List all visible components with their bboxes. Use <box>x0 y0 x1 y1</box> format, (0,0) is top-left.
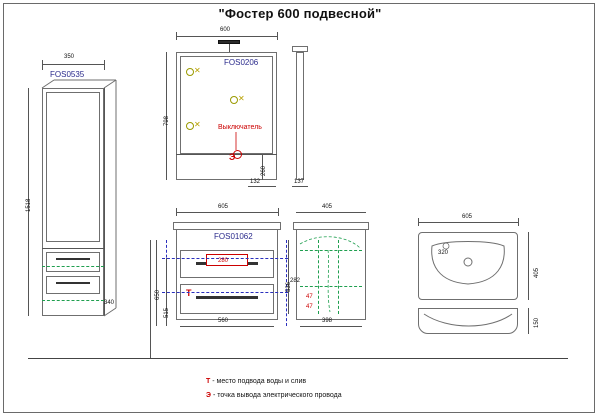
cabinet-drawer3-dim: 47 <box>306 294 313 300</box>
column-width-dim: 350 <box>64 54 75 60</box>
mirror-width-dim: 600 <box>220 27 231 33</box>
cabinet-height-dim: 650 <box>155 289 161 300</box>
cabinet-drawer1-dim: 280 <box>218 258 229 264</box>
cabinet-side-offset-dim: 47 <box>306 304 313 310</box>
switch-mark-e: Э <box>229 152 236 162</box>
water-mark-t: Т <box>186 288 192 298</box>
page-title: "Фостер 600 подвесной" <box>218 6 382 21</box>
legend-mark-e: Э <box>206 392 211 399</box>
cabinet-width-dim: 605 <box>218 204 229 210</box>
mirror-stand-dim: 137 <box>294 179 305 185</box>
basin-depth-dimline <box>528 232 529 300</box>
mirror-depth-dim: 132 <box>250 179 261 185</box>
legend-text-t: - место подвода воды и слив <box>212 378 307 385</box>
cabinet-inner-width-dim: 560 <box>218 318 229 324</box>
basin-width-ext-r <box>518 218 519 226</box>
mirror-code: FOS0206 <box>224 58 259 67</box>
cabinet-side-height-dim: 536 <box>286 281 292 292</box>
basin-width-ext-l <box>418 218 419 226</box>
basin-width-dim: 605 <box>462 214 473 220</box>
mirror-x-mid: ✕ <box>238 94 245 103</box>
floor-line <box>28 358 568 359</box>
cabinet-drawer2-dim: 282 <box>290 278 301 284</box>
column-code: FOS0535 <box>50 70 85 79</box>
basin-height-dimline <box>528 308 529 334</box>
legend-mark-t: Т <box>206 378 211 385</box>
column-ground-ext <box>150 240 151 358</box>
basin-inner-dim: 320 <box>438 250 449 256</box>
switch-label: Выключатель <box>218 124 262 131</box>
cabinet-side-inner-dim: 398 <box>322 318 333 324</box>
basin-depth-dim: 405 <box>534 267 540 278</box>
column-depth-dim: 340 <box>104 300 115 306</box>
basin-height-dim: 150 <box>534 317 540 328</box>
mirror-x-left: ✕ <box>194 66 201 75</box>
basin-width-dimline <box>418 222 518 223</box>
mirror-x-low: ✕ <box>194 120 201 129</box>
cabinet-side-width-dim: 405 <box>322 204 333 210</box>
mirror-height-dim: 798 <box>164 115 170 126</box>
mirror-lower-dim: 260 <box>261 165 267 176</box>
legend-row-1 <box>206 378 306 385</box>
legend-text-e: - точка вывода электрического провода <box>212 392 342 399</box>
cabinet-code: FOS01062 <box>214 232 253 241</box>
column-height-dim: 1518 <box>26 198 32 212</box>
legend-row-2 <box>206 392 342 399</box>
cabinet-total-height-dim: 515 <box>164 307 170 318</box>
